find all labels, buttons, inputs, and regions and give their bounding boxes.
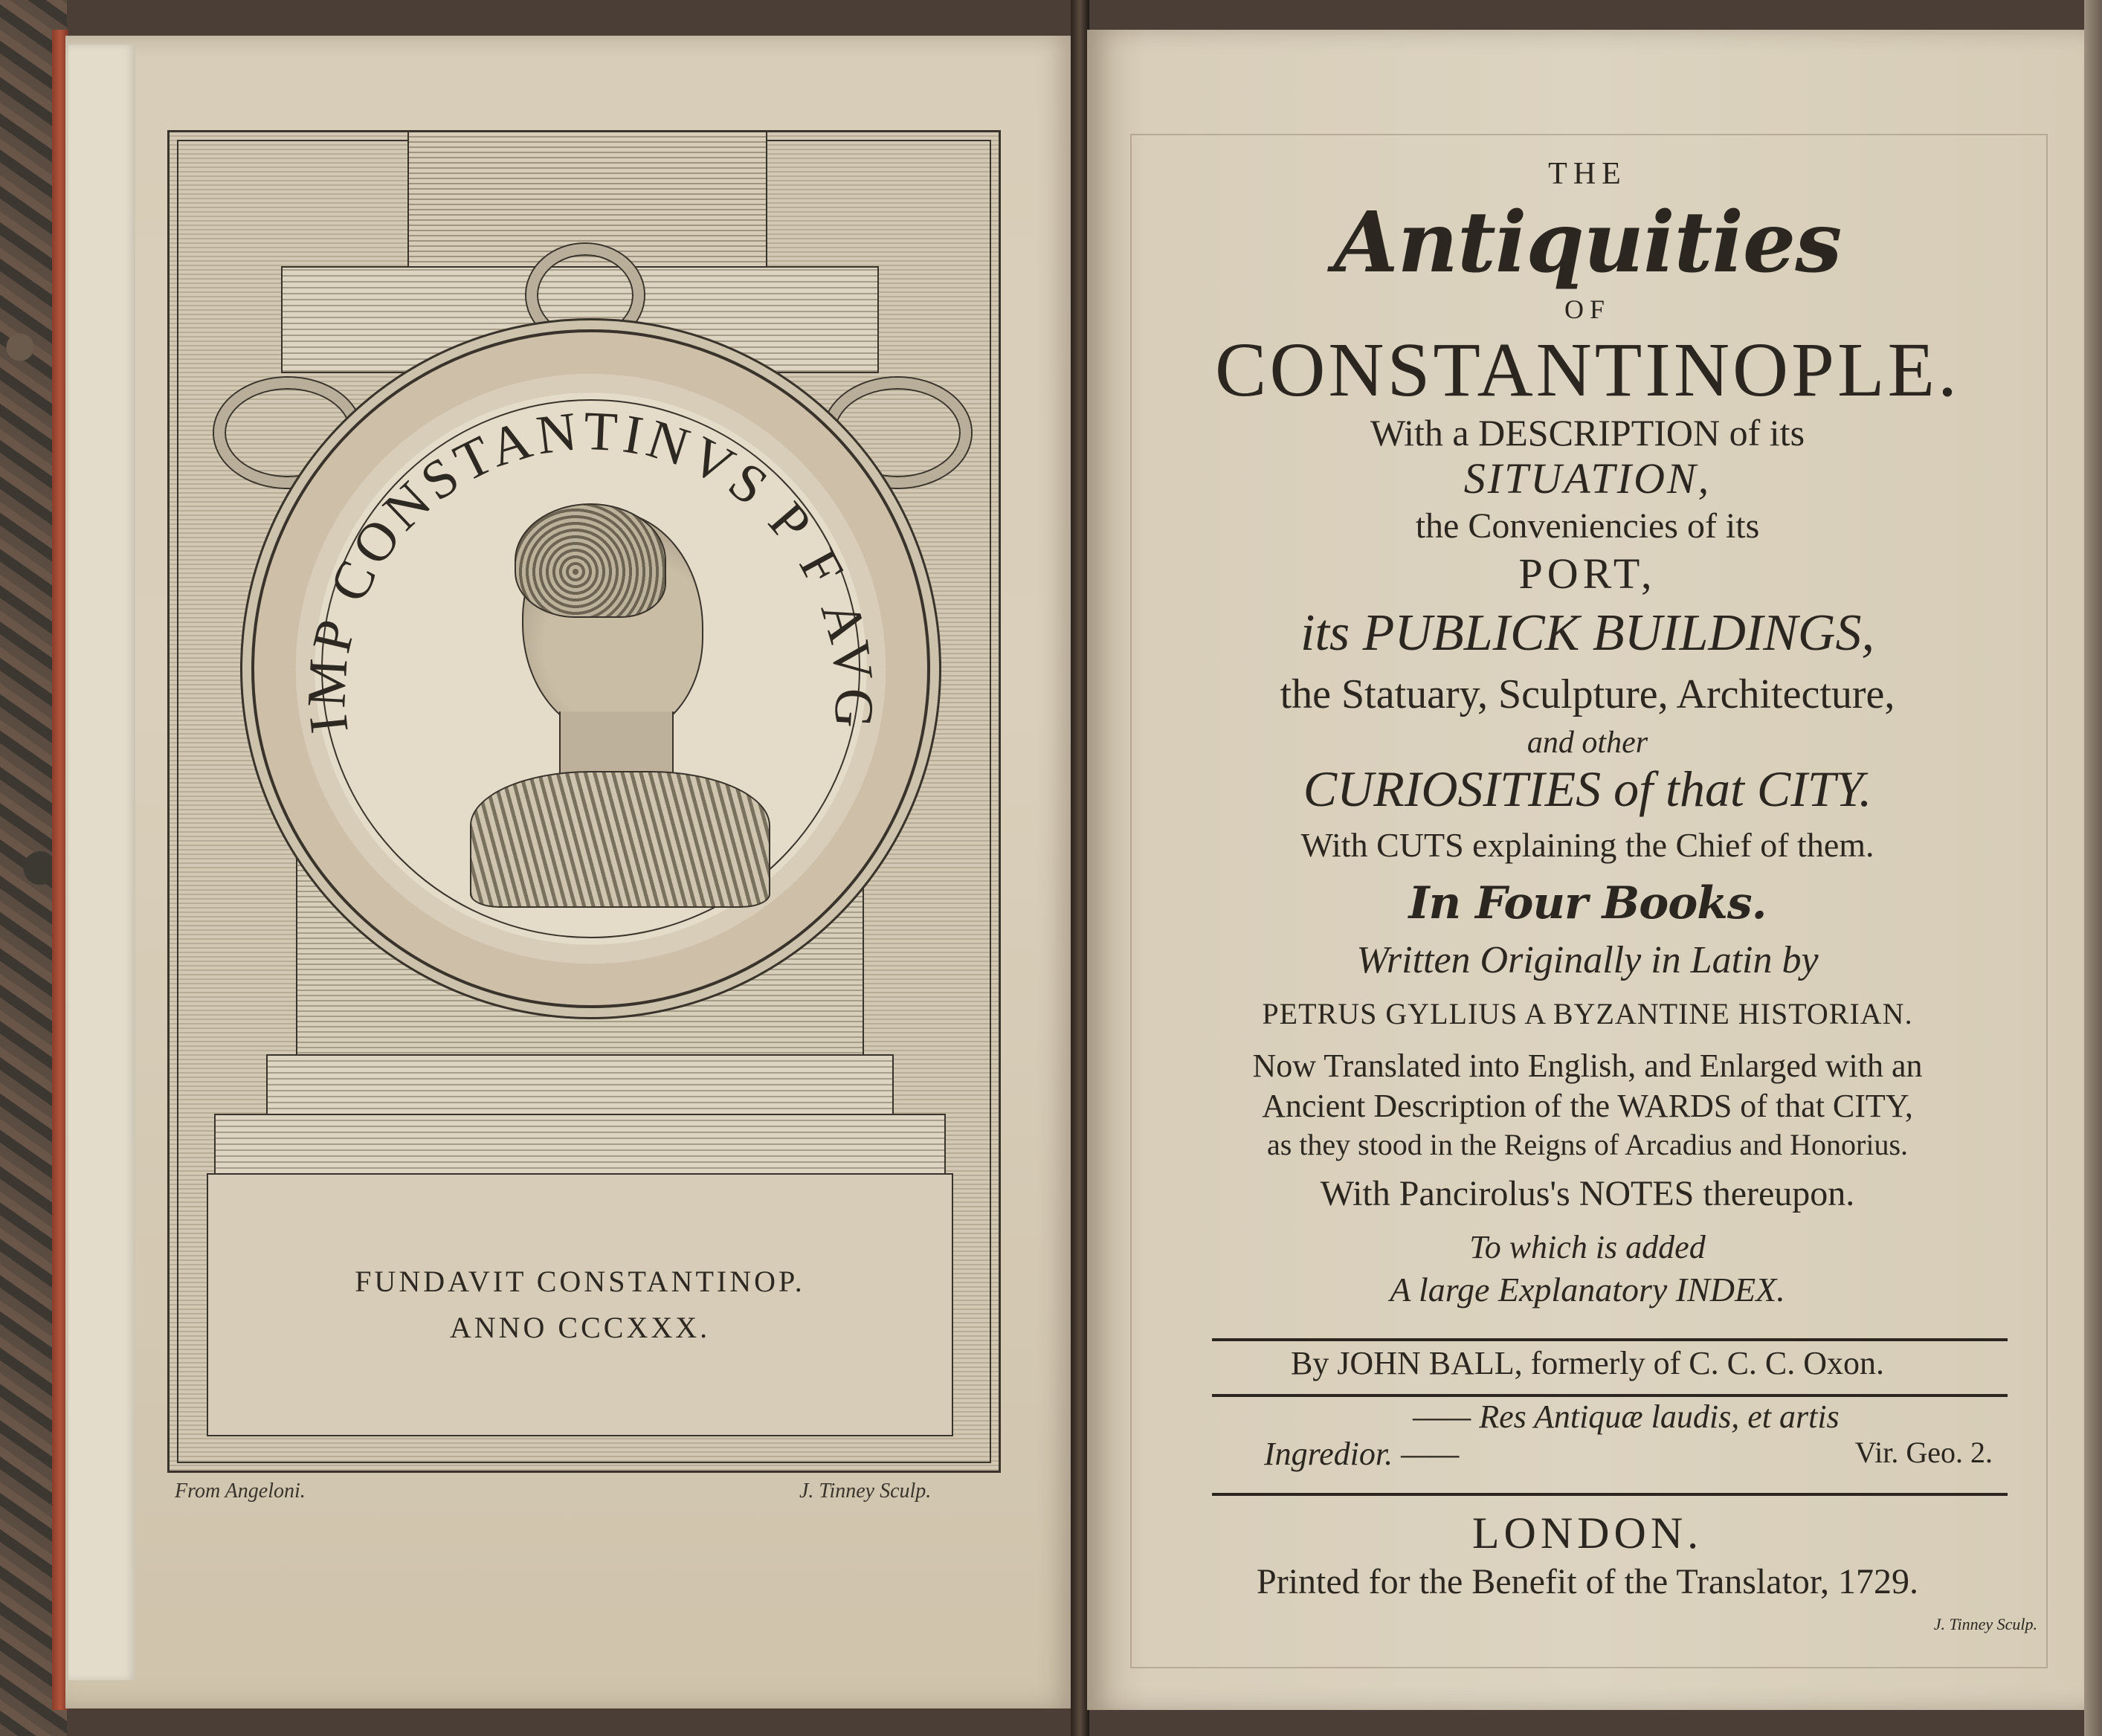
line-situation: SITUATION, [1463, 454, 1712, 503]
line-four-books: In Four Books. [1408, 877, 1767, 929]
line-notes: With Pancirolus's NOTES thereupon. [1320, 1174, 1855, 1213]
line-gyllius: PETRUS GYLLIUS A BYZANTINE HISTORIAN. [1262, 997, 1913, 1030]
bust-drapery [470, 771, 770, 908]
laurel-wreath-hair [515, 503, 666, 618]
board-edge-right [2084, 0, 2102, 1736]
line-written: Written Originally in Latin by [1356, 939, 1819, 981]
line-statuary: the Statuary, Sculpture, Architecture, [1280, 671, 1895, 717]
line-engraver: J. Tinney Sculp. [1933, 1615, 2037, 1633]
medallion-inscription-text: IMP CONSTANTINVS P F AVG [296, 400, 886, 737]
line-to-which: To which is added [1469, 1229, 1706, 1265]
rule-bottom [1212, 1493, 2008, 1496]
pedestal-step-upper [266, 1054, 894, 1117]
line-curiosities: CURIOSITIES of that CITY. [1303, 761, 1872, 817]
line-ancient: Ancient Description of the WARDS of that CITY, [1262, 1088, 1913, 1124]
line-reigns: as they stood in the Reigns of Arcadius and Honorius. [1266, 1128, 1909, 1161]
pedestal-step-lower [214, 1114, 946, 1176]
line-london: LONDON. [1471, 1508, 1703, 1558]
line-translated: Now Translated into English, and Enlarged with an [1252, 1048, 1923, 1084]
base-inscription-line1: FUNDAVIT CONSTANTINOP. [355, 1265, 805, 1298]
line-cuts: With CUTS explaining the Chief of them. [1300, 826, 1874, 864]
rule-middle [1212, 1394, 2008, 1397]
line-and-other: and other [1526, 726, 1648, 760]
line-publick-buildings: its PUBLICK BUILDINGS, [1300, 604, 1874, 662]
line-index: A large Explanatory INDEX. [1390, 1271, 1785, 1309]
base-inscription-line2: ANNO CCCXXX. [449, 1311, 711, 1344]
portrait-medallion [251, 329, 930, 1008]
credit-right: J. Tinney Sculp. [799, 1480, 932, 1503]
pedestal-inscription-block [207, 1173, 953, 1436]
emperor-bust [492, 511, 745, 897]
title-of: OF [1564, 294, 1611, 324]
line-author: By JOHN BALL, formerly of C. C. C. Oxon. [1290, 1345, 1885, 1381]
line-printed: Printed for the Benefit of the Translator, 1729. [1257, 1562, 1918, 1601]
line-description: With a DESCRIPTION of its [1370, 412, 1805, 454]
title-the: THE [1548, 157, 1627, 191]
line-port: PORT, [1518, 549, 1657, 598]
flyleaf [68, 45, 135, 1680]
engraved-plate [167, 130, 1001, 1473]
line-conveniencies: the Conveniencies of its [1415, 506, 1760, 546]
title-constantinople: CONSTANTINOPLE. [1214, 327, 1961, 413]
rule-top [1212, 1338, 2008, 1341]
title-antiquities: Antiquities [1333, 194, 1842, 291]
line-motto2: Ingredior. —— [1264, 1436, 1460, 1472]
line-motto1: —— Res Antiquæ laudis, et artis [1413, 1398, 1840, 1435]
line-motto-source: Vir. Geo. 2. [1854, 1436, 1993, 1469]
credit-left: From Angeloni. [175, 1480, 306, 1503]
